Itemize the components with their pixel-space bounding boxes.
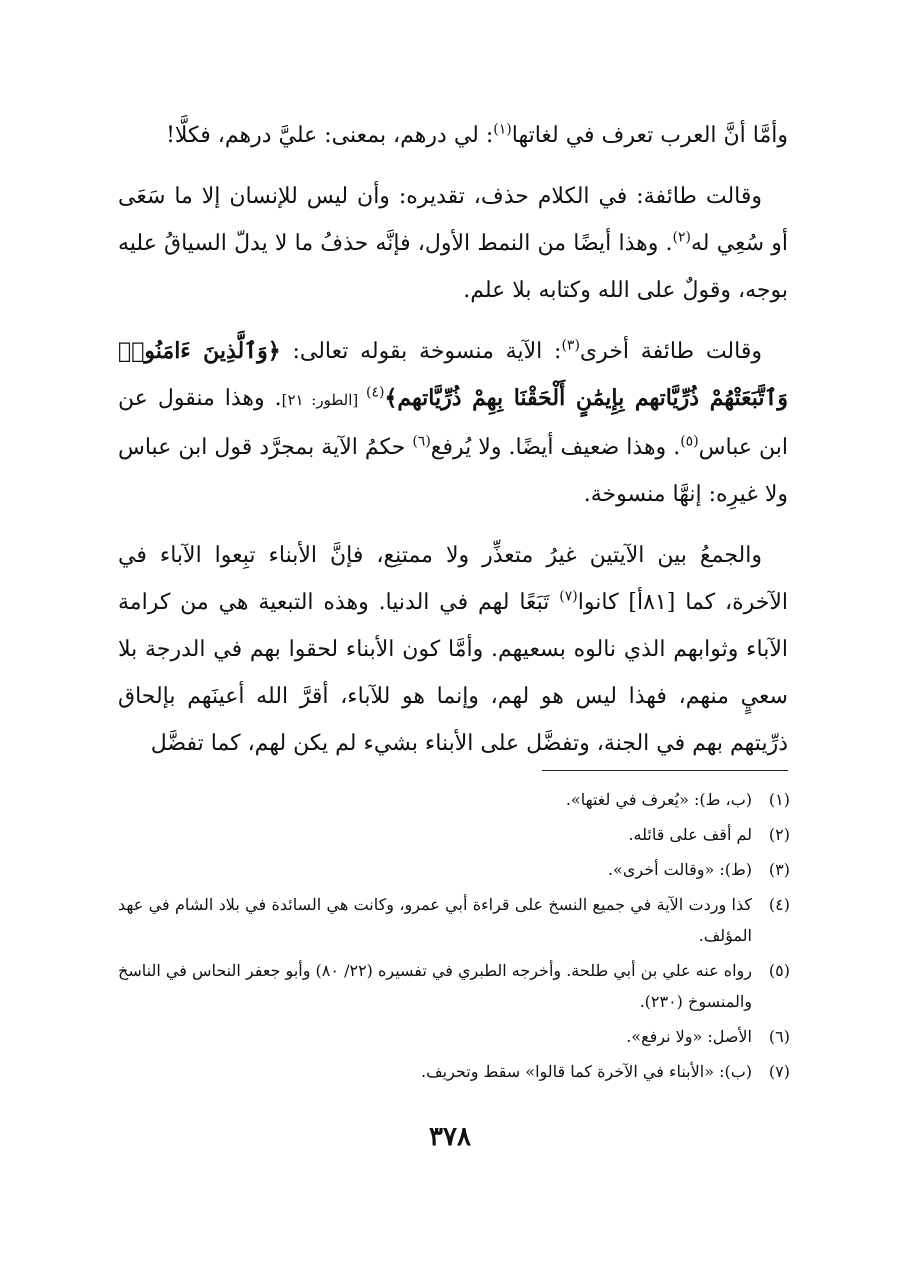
quran-verse: ﴿وَٱلَّذِينَ ءَامَنُوا۟ وَٱتَّبَعَتْهُمْ ذُرِّيَّاتهم بِإِيمَٰنٍ أَلْحَقْنَا بِهِمْ ذُرِّيَّاتهم﴾	[118, 338, 788, 411]
footnote-7	[118, 1056, 790, 1087]
paragraph-4-text-b: تَبَعًا لهم في الدنيا. وهذه التبعية هي من كرامة الآباء وثوابهم الذي نالوه بسعيهم. وأمَّا كون الأبناء لحقوا بهم في الدرجة بلا سعيٍ منهم، فهذا ليس هو لهم، وإنما هو للآباء، أقرَّ الله أعينَهم بإلحاق ذرِّيتهم بهم في الجنة، وتفضَّل على الأبناء بشيء لم يكن لهم، كما تفضَّل	[118, 590, 788, 756]
footnote-number: (٥)	[768, 961, 790, 980]
footnote-number: (٦)	[768, 1027, 790, 1046]
paragraph-3	[118, 328, 788, 518]
paragraph-3-text-c: . وهذا منقول عن ابن عباس	[118, 386, 789, 460]
footnote-text: (ط): «وقالت أخرى».	[607, 860, 752, 879]
paragraph-4	[118, 532, 788, 767]
footnote-2	[118, 819, 790, 850]
footnote-text: رواه عنه علي بن أبي طلحة. وأخرجه الطبري في تفسيره (٢٢/ ٨٠) وأبو جعفر النحاس في الناسخ والمنسوخ (٢٣٠).	[118, 961, 753, 1011]
footnote-ref-1: (١)	[493, 121, 512, 138]
paragraph-1	[118, 112, 788, 159]
page-number: ٣٧٨	[429, 1122, 471, 1152]
footnote-number: (٤)	[768, 895, 790, 914]
footnote-ref-4: (٤)	[366, 384, 385, 401]
footnote-ref-6: (٦)	[412, 433, 431, 450]
footnote-text: لم أقف على قائله.	[628, 825, 752, 844]
paragraph-1-text-b: : لي درهم، بمعنى: عليَّ درهم، فكلَّا!	[166, 123, 494, 148]
footnote-text: (ب): «الأبناء في الآخرة كما قالوا» سقط وتحريف.	[421, 1062, 752, 1081]
footnote-ref-5: (٥)	[680, 433, 699, 450]
footnote-number: (٣)	[768, 860, 790, 879]
paragraph-1-text-a: وأمَّا أنَّ العرب تعرف في لغاتها	[511, 123, 788, 148]
footnote-ref-7: (٧)	[559, 588, 578, 605]
footnote-ref-3: (٣)	[561, 337, 580, 354]
paragraph-4-text-a: والجمعُ بين الآيتين غيرُ متعذِّر ولا ممتنِع، فإنَّ الأبناء تبِعوا الآباء في الآخرة، كما [٨١أ] كانوا	[118, 543, 788, 615]
footnote-3	[118, 854, 790, 885]
paragraph-2-text-b: . وهذا أيضًا من النمط الأول، فإنَّه حذفُ ما لا يدلّ السياقُ عليه بوجه، وقولٌ على الله وكتابه بلا علم.	[118, 231, 788, 303]
footnote-1	[118, 784, 790, 815]
paragraph-3-text-e: حكمُ الآية بمجرَّد قول ابن عباس ولا غيرِه: إنهَّا منسوخة.	[118, 435, 788, 507]
footnote-6	[118, 1021, 790, 1052]
footnote-text: كذا وردت الآية في جميع النسخ على قراءة أبي عمرو، وكانت هي السائدة في بلاد الشام في عهد المؤلف.	[118, 895, 752, 945]
footnote-text: الأصل: «ولا نرفع».	[626, 1027, 752, 1046]
footnote-5	[118, 955, 790, 1017]
footnote-4	[118, 889, 790, 951]
paragraph-2-text-a: وقالت طائفة: في الكلام حذف، تقديره: وأن ليس للإنسان إلا ما سَعَى أو سُعِي له	[118, 184, 789, 256]
footnote-text: (ب، ط): «يُعرف في لغتها».	[565, 790, 752, 809]
footnote-number: (١)	[768, 790, 790, 809]
footnote-divider	[542, 770, 788, 771]
main-text	[118, 112, 788, 781]
verse-citation: [الطور: ٢١]	[281, 391, 367, 409]
paragraph-3-text-a: وقالت طائفة أخرى	[579, 339, 762, 364]
paragraph-3-text-b: : الآية منسوخة بقوله تعالى:	[280, 339, 562, 364]
footnote-number: (٧)	[768, 1062, 790, 1081]
footnote-ref-2: (٢)	[672, 229, 692, 246]
footnote-number: (٢)	[768, 825, 790, 844]
paragraph-3-text-d: . وهذا ضعيف أيضًا. ولا يُرفع	[430, 435, 681, 460]
footnotes	[118, 784, 790, 1091]
paragraph-2	[118, 173, 788, 314]
